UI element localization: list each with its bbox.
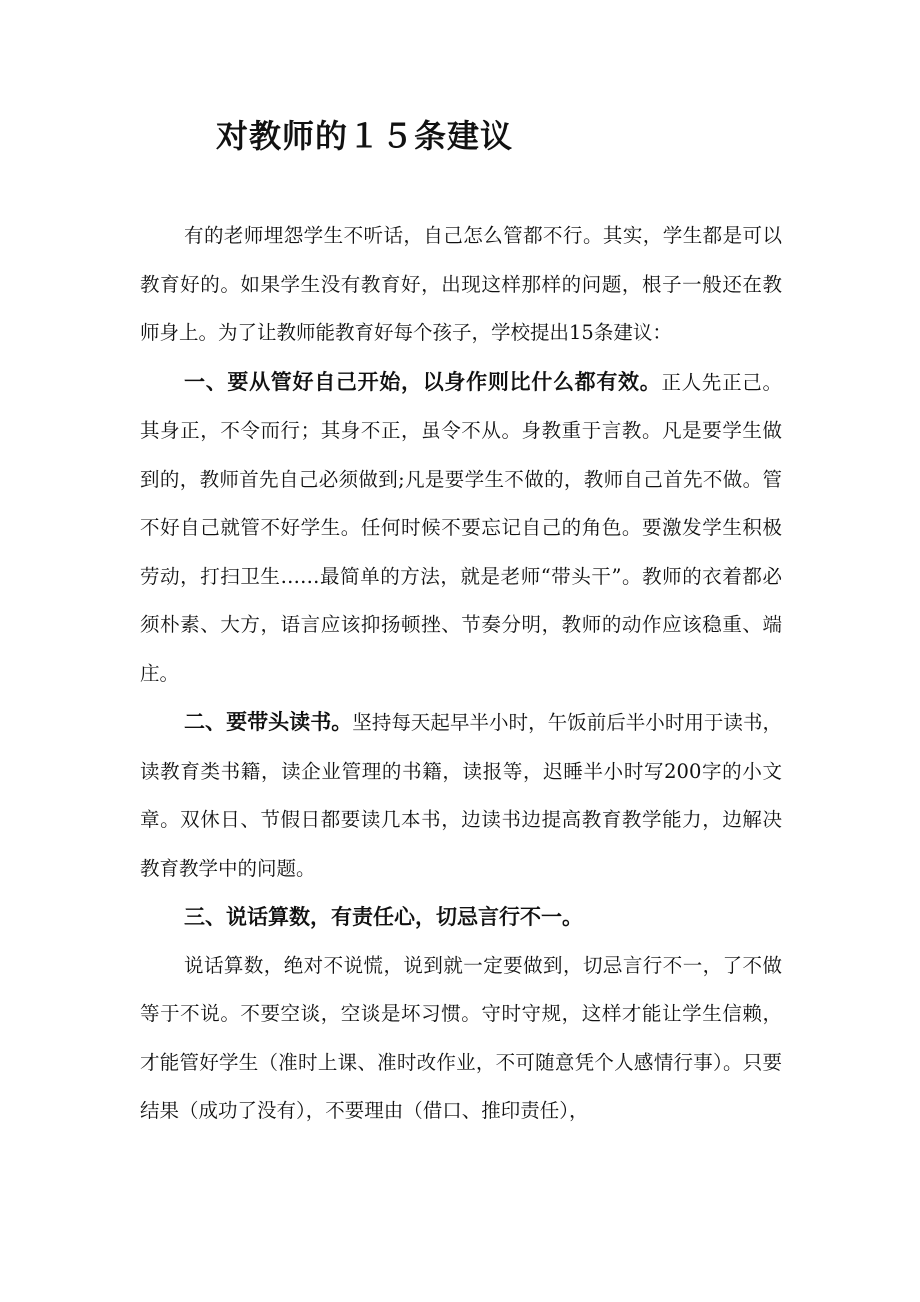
item-2-paragraph <box>140 698 782 893</box>
item-1-heading: 一、要从管好自己开始，以身作则比什么都有效。 <box>184 368 662 394</box>
document-body <box>140 212 782 1136</box>
item-2-text: 坚持每天起早半小时，午饭前后半小时用于读书，读教育类书籍，读企业管理的书籍，读报等，迟睡半小时写200字的小文章。双休日、节假日都要读几本书，边读书边提高教育教学能力，边解决教育教学中的问题。 <box>140 711 782 880</box>
item-3-text: 说话算数，绝对不说慌，说到就一定要做到，切忌言行不一，了不做等于不说。不要空谈，空谈是坏习惯。守时守规，这样才能让学生信赖，才能管好学生（准时上课、准时改作业，不可随意凭个人感情行事）。只要结果（成功了没有），不要理由（借口、推印责任）， <box>140 953 782 1122</box>
document-title: 对教师的１５条建议 <box>216 117 514 155</box>
item-2-heading: 二、要带头读书。 <box>184 709 353 734</box>
item-1-paragraph <box>140 358 782 699</box>
intro-paragraph: 有的老师埋怨学生不听话，自己怎么管都不行。其实，学生都是可以教育好的。如果学生没有教育好，出现这样那样的问题，根子一般还在教师身上。为了让教师能教育好每个孩子，学校提出15条建议： <box>140 224 782 344</box>
item-3-heading: 三、说话算数，有责任心，切忌言行不一。 <box>184 904 583 929</box>
item-1-text: 正人先正己。其身正，不令而行；其身不正，虽令不从。身教重于言教。凡是要学生做到的，教师首先自己必须做到;凡是要学生不做的，教师自己首先不做。管不好自己就管不好学生。任何时候不要忘记自己的角色。要激发学生积极劳动，打扫卫生……最简单的方法，就是老师“带头干”。教师的衣着都必须朴素、大方，语言应该抑扬顿挫、节奏分明，教师的动作应该稳重、端庄。 <box>140 370 782 685</box>
